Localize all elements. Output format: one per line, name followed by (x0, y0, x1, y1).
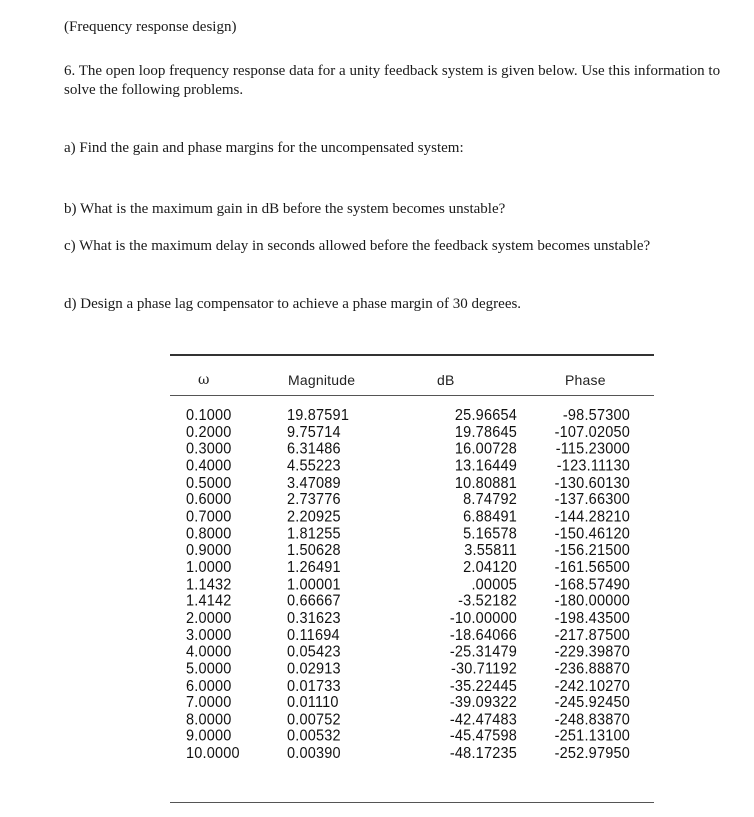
phase-column (526, 408, 630, 763)
magnitude-cell: 1.26491 (287, 559, 341, 577)
db-cell: -39.09322 (449, 694, 517, 712)
omega-cell: 5.0000 (186, 660, 232, 678)
omega-cell: 1.1432 (186, 576, 232, 594)
db-cell: -48.17235 (449, 745, 517, 763)
phase-cell: -107.02050 (554, 423, 630, 442)
magnitude-cell: 1.00001 (287, 576, 341, 594)
phase-cell: -168.57490 (554, 576, 630, 594)
magnitude-cell: 0.00752 (287, 711, 341, 729)
omega-column (186, 408, 240, 763)
db-cell: 13.16449 (454, 457, 517, 475)
phase-cell: -144.28210 (554, 508, 630, 526)
omega-cell: 0.6000 (186, 491, 232, 509)
phase-cell: -198.43500 (554, 609, 630, 628)
magnitude-cell: 0.02913 (287, 660, 341, 678)
db-cell: -18.64066 (449, 626, 517, 645)
db-column (403, 408, 517, 763)
magnitude-cell: 0.66667 (287, 592, 341, 611)
omega-cell: 0.2000 (186, 423, 232, 442)
phase-cell: -156.21500 (554, 542, 630, 560)
omega-cell: 6.0000 (186, 677, 232, 695)
omega-cell: 3.0000 (186, 626, 232, 645)
db-cell: .00005 (471, 576, 517, 594)
question-c: c) What is the maximum delay in seconds allowed before the feedback system becomes unstable? (64, 238, 651, 254)
magnitude-cell: 1.81255 (287, 525, 341, 543)
table-bottom-rule (170, 802, 654, 803)
magnitude-cell: 4.55223 (287, 457, 341, 475)
omega-cell: 7.0000 (186, 694, 232, 712)
header-db: dB (437, 372, 455, 388)
magnitude-cell: 19.87591 (287, 406, 350, 425)
magnitude-cell: 0.11694 (287, 626, 340, 645)
omega-cell: 0.5000 (186, 474, 232, 492)
db-cell: 25.96654 (454, 406, 517, 425)
question-a: a) Find the gain and phase margins for the uncompensated system: (64, 140, 464, 156)
db-cell: 8.74792 (463, 491, 517, 509)
heading: (Frequency response design) (64, 19, 237, 35)
db-cell: 2.04120 (463, 559, 517, 577)
db-cell: 6.88491 (463, 508, 517, 526)
phase-cell: -180.00000 (554, 592, 630, 611)
db-cell: 10.80881 (454, 474, 517, 492)
omega-cell: 1.0000 (186, 559, 232, 577)
magnitude-cell: 2.20925 (287, 508, 341, 526)
db-cell: -45.47598 (449, 728, 517, 746)
omega-cell: 9.0000 (186, 728, 232, 746)
magnitude-column (287, 408, 349, 763)
phase-cell: -130.60130 (554, 474, 630, 492)
question-b: b) What is the maximum gain in dB before the system becomes unstable? (64, 201, 506, 217)
omega-cell: 0.7000 (186, 508, 232, 526)
header-phase: Phase (565, 372, 606, 388)
omega-cell: 8.0000 (186, 711, 232, 729)
phase-cell: -161.56500 (554, 559, 630, 577)
magnitude-cell: 0.00532 (287, 728, 341, 746)
phase-cell: -217.87500 (554, 626, 630, 645)
omega-cell: 0.4000 (186, 457, 232, 475)
magnitude-cell: 0.00390 (287, 745, 341, 763)
phase-cell: -251.13100 (554, 728, 630, 746)
magnitude-cell: 0.01110 (287, 694, 339, 712)
omega-cell: 0.3000 (186, 440, 232, 459)
magnitude-cell: 3.47089 (287, 474, 341, 492)
db-cell: -42.47483 (449, 711, 517, 729)
magnitude-cell: 0.05423 (287, 643, 341, 661)
phase-cell: -229.39870 (554, 643, 630, 661)
omega-cell: 0.9000 (186, 542, 232, 560)
problem-statement: 6. The open loop frequency response data for a unity feedback system is given below. Use this information to solve the following problems. (64, 63, 721, 98)
db-cell: -35.22445 (449, 677, 517, 695)
phase-cell: -137.66300 (554, 491, 630, 509)
magnitude-cell: 9.75714 (287, 423, 341, 442)
db-cell: 19.78645 (454, 423, 517, 442)
phase-cell: -115.23000 (555, 440, 630, 459)
omega-cell: 4.0000 (186, 643, 232, 661)
db-cell: -3.52182 (458, 592, 517, 611)
header-magnitude: Magnitude (288, 372, 356, 388)
magnitude-cell: 1.50628 (287, 542, 341, 560)
magnitude-cell: 6.31486 (287, 440, 341, 459)
omega-cell: 0.1000 (186, 406, 232, 425)
phase-cell: -245.92450 (554, 694, 630, 712)
omega-cell: 10.0000 (186, 745, 240, 763)
header-omega: ω (198, 372, 210, 388)
db-cell: -10.00000 (449, 609, 517, 628)
db-cell: 3.55811 (464, 542, 517, 560)
phase-cell: -150.46120 (554, 525, 630, 543)
phase-cell: -252.97950 (554, 745, 630, 763)
omega-cell: 1.4142 (186, 592, 232, 611)
table-top-rule (170, 354, 654, 356)
magnitude-cell: 2.73776 (287, 491, 341, 509)
phase-cell: -236.88870 (554, 660, 630, 678)
phase-cell: -248.83870 (554, 711, 630, 729)
db-cell: -25.31479 (449, 643, 517, 661)
omega-cell: 2.0000 (186, 609, 232, 628)
db-cell: 5.16578 (463, 525, 517, 543)
db-cell: -30.71192 (450, 660, 517, 678)
omega-cell: 0.8000 (186, 525, 232, 543)
question-d: d) Design a phase lag compensator to achieve a phase margin of 30 degrees. (64, 296, 522, 312)
phase-cell: -98.57300 (562, 406, 630, 425)
table-header-rule (170, 395, 654, 396)
magnitude-cell: 0.01733 (287, 677, 341, 695)
magnitude-cell: 0.31623 (287, 609, 341, 628)
phase-cell: -123.11130 (556, 457, 630, 475)
db-cell: 16.00728 (454, 440, 517, 459)
phase-cell: -242.10270 (554, 677, 630, 695)
